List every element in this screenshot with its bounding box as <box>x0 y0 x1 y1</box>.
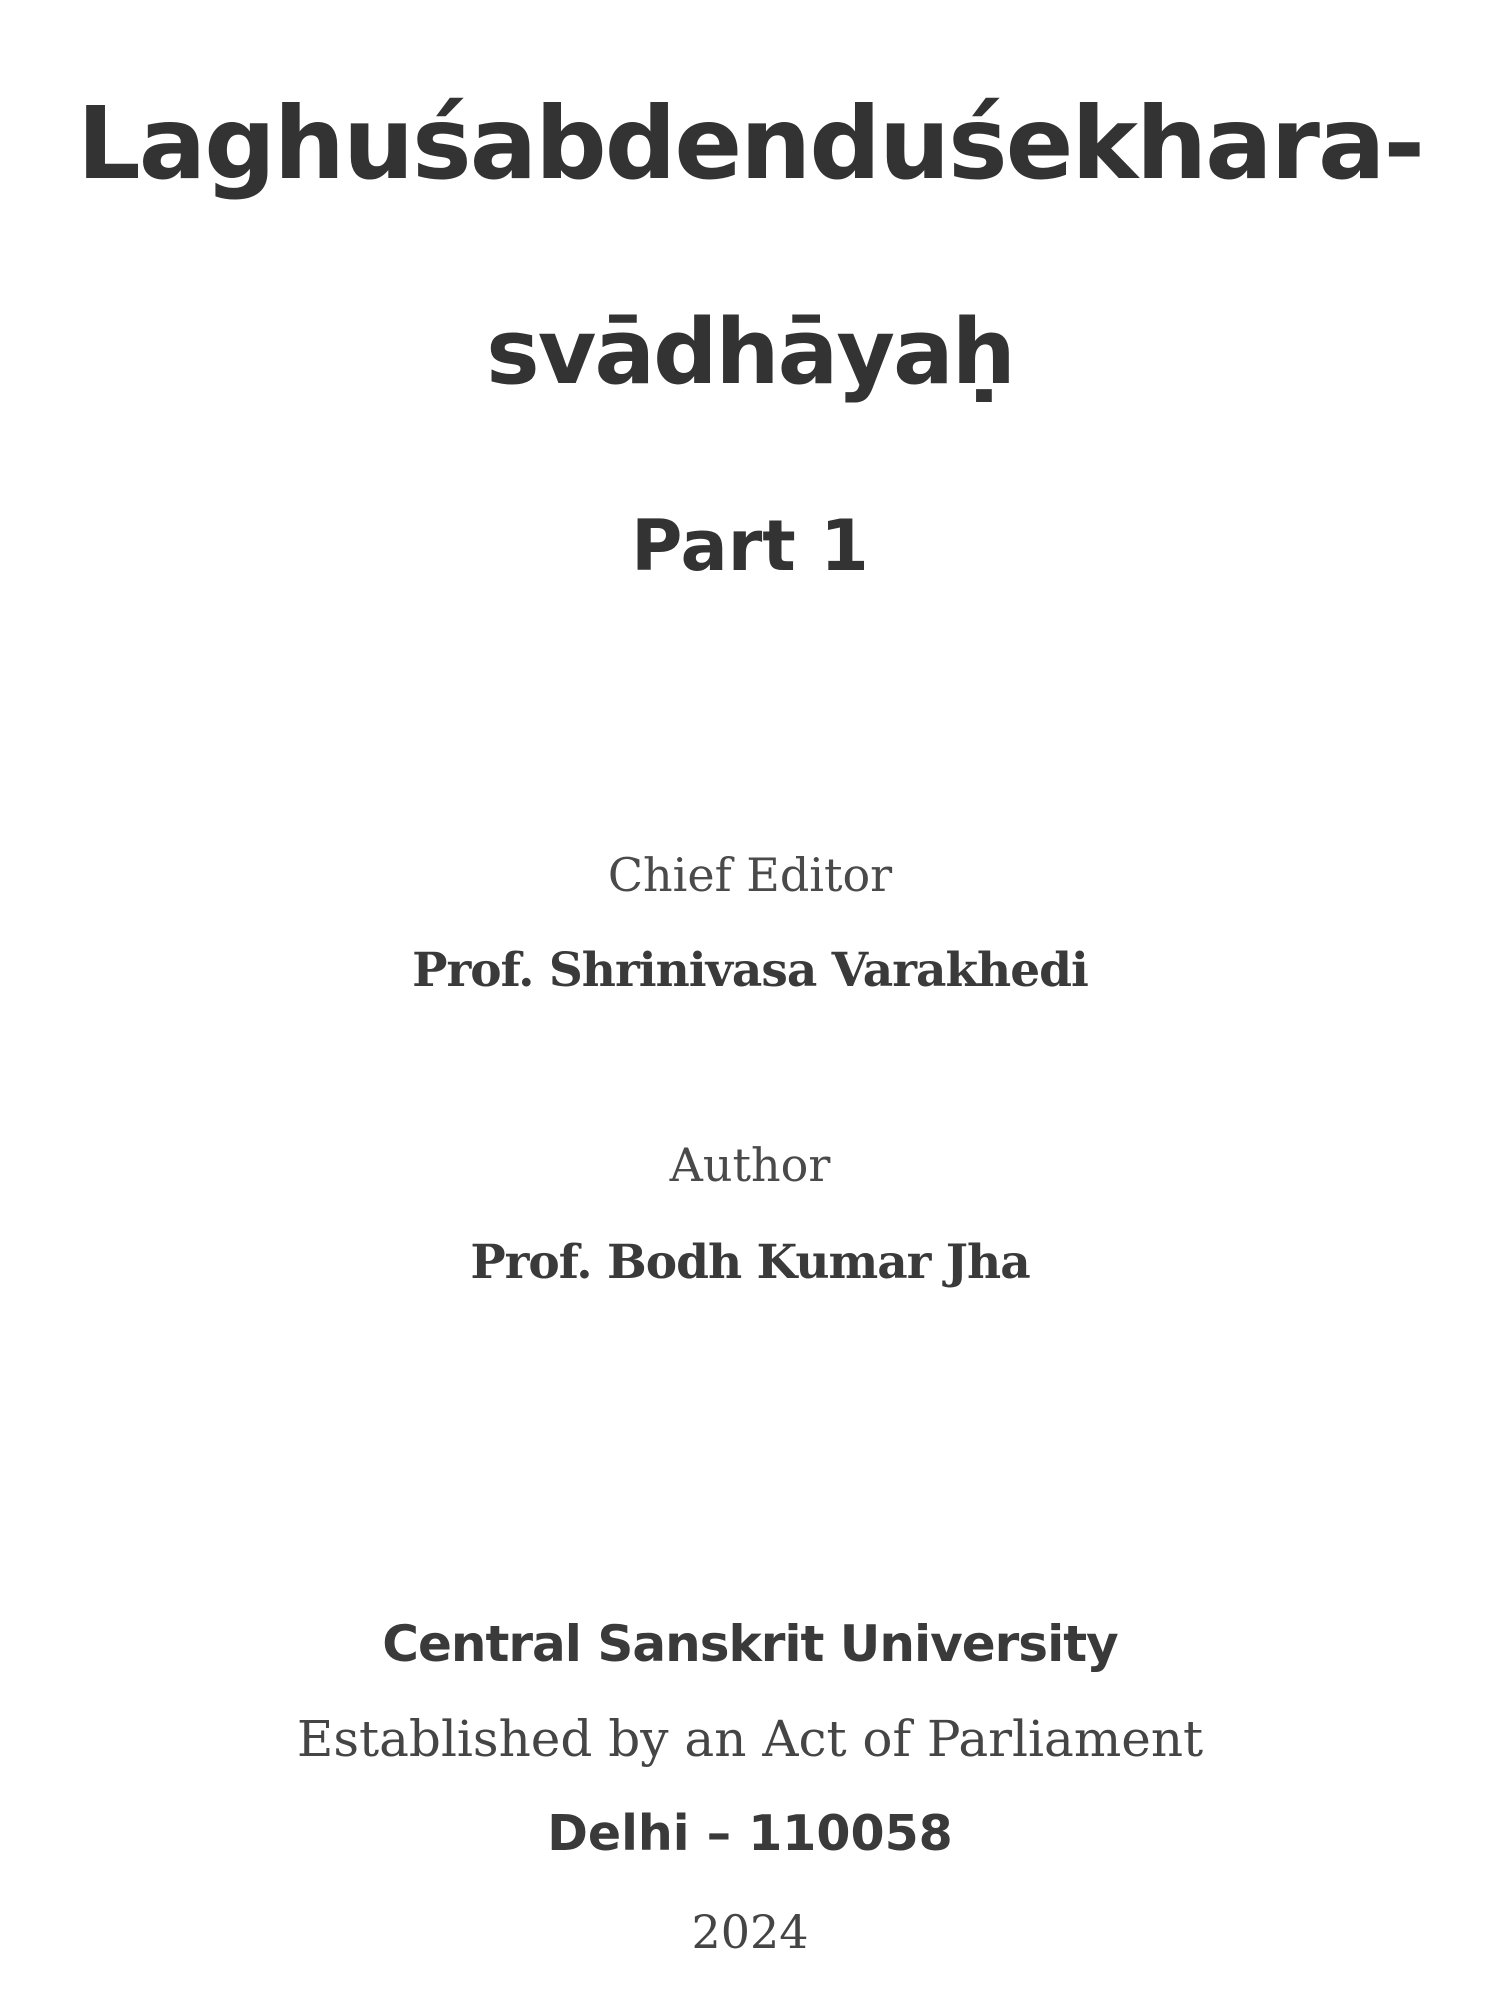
book-title-line-2: svādhāyaḥ <box>486 300 1014 405</box>
book-title-line-1: Laghuśabdenduśekhara- <box>77 85 1423 202</box>
publisher-name: Central Sanskrit University <box>382 1615 1118 1673</box>
chief-editor-name: Prof. Shrinivasa Varakhedi <box>412 943 1088 998</box>
author-name: Prof. Bodh Kumar Jha <box>470 1235 1030 1290</box>
chief-editor-label: Chief Editor <box>607 848 893 902</box>
publisher-note: Established by an Act of Parliament <box>296 1710 1204 1768</box>
publisher-city: Delhi – 110058 <box>547 1805 953 1862</box>
part-number: Part 1 <box>631 505 869 587</box>
publication-year: 2024 <box>691 1905 809 1959</box>
author-label: Author <box>669 1138 831 1192</box>
